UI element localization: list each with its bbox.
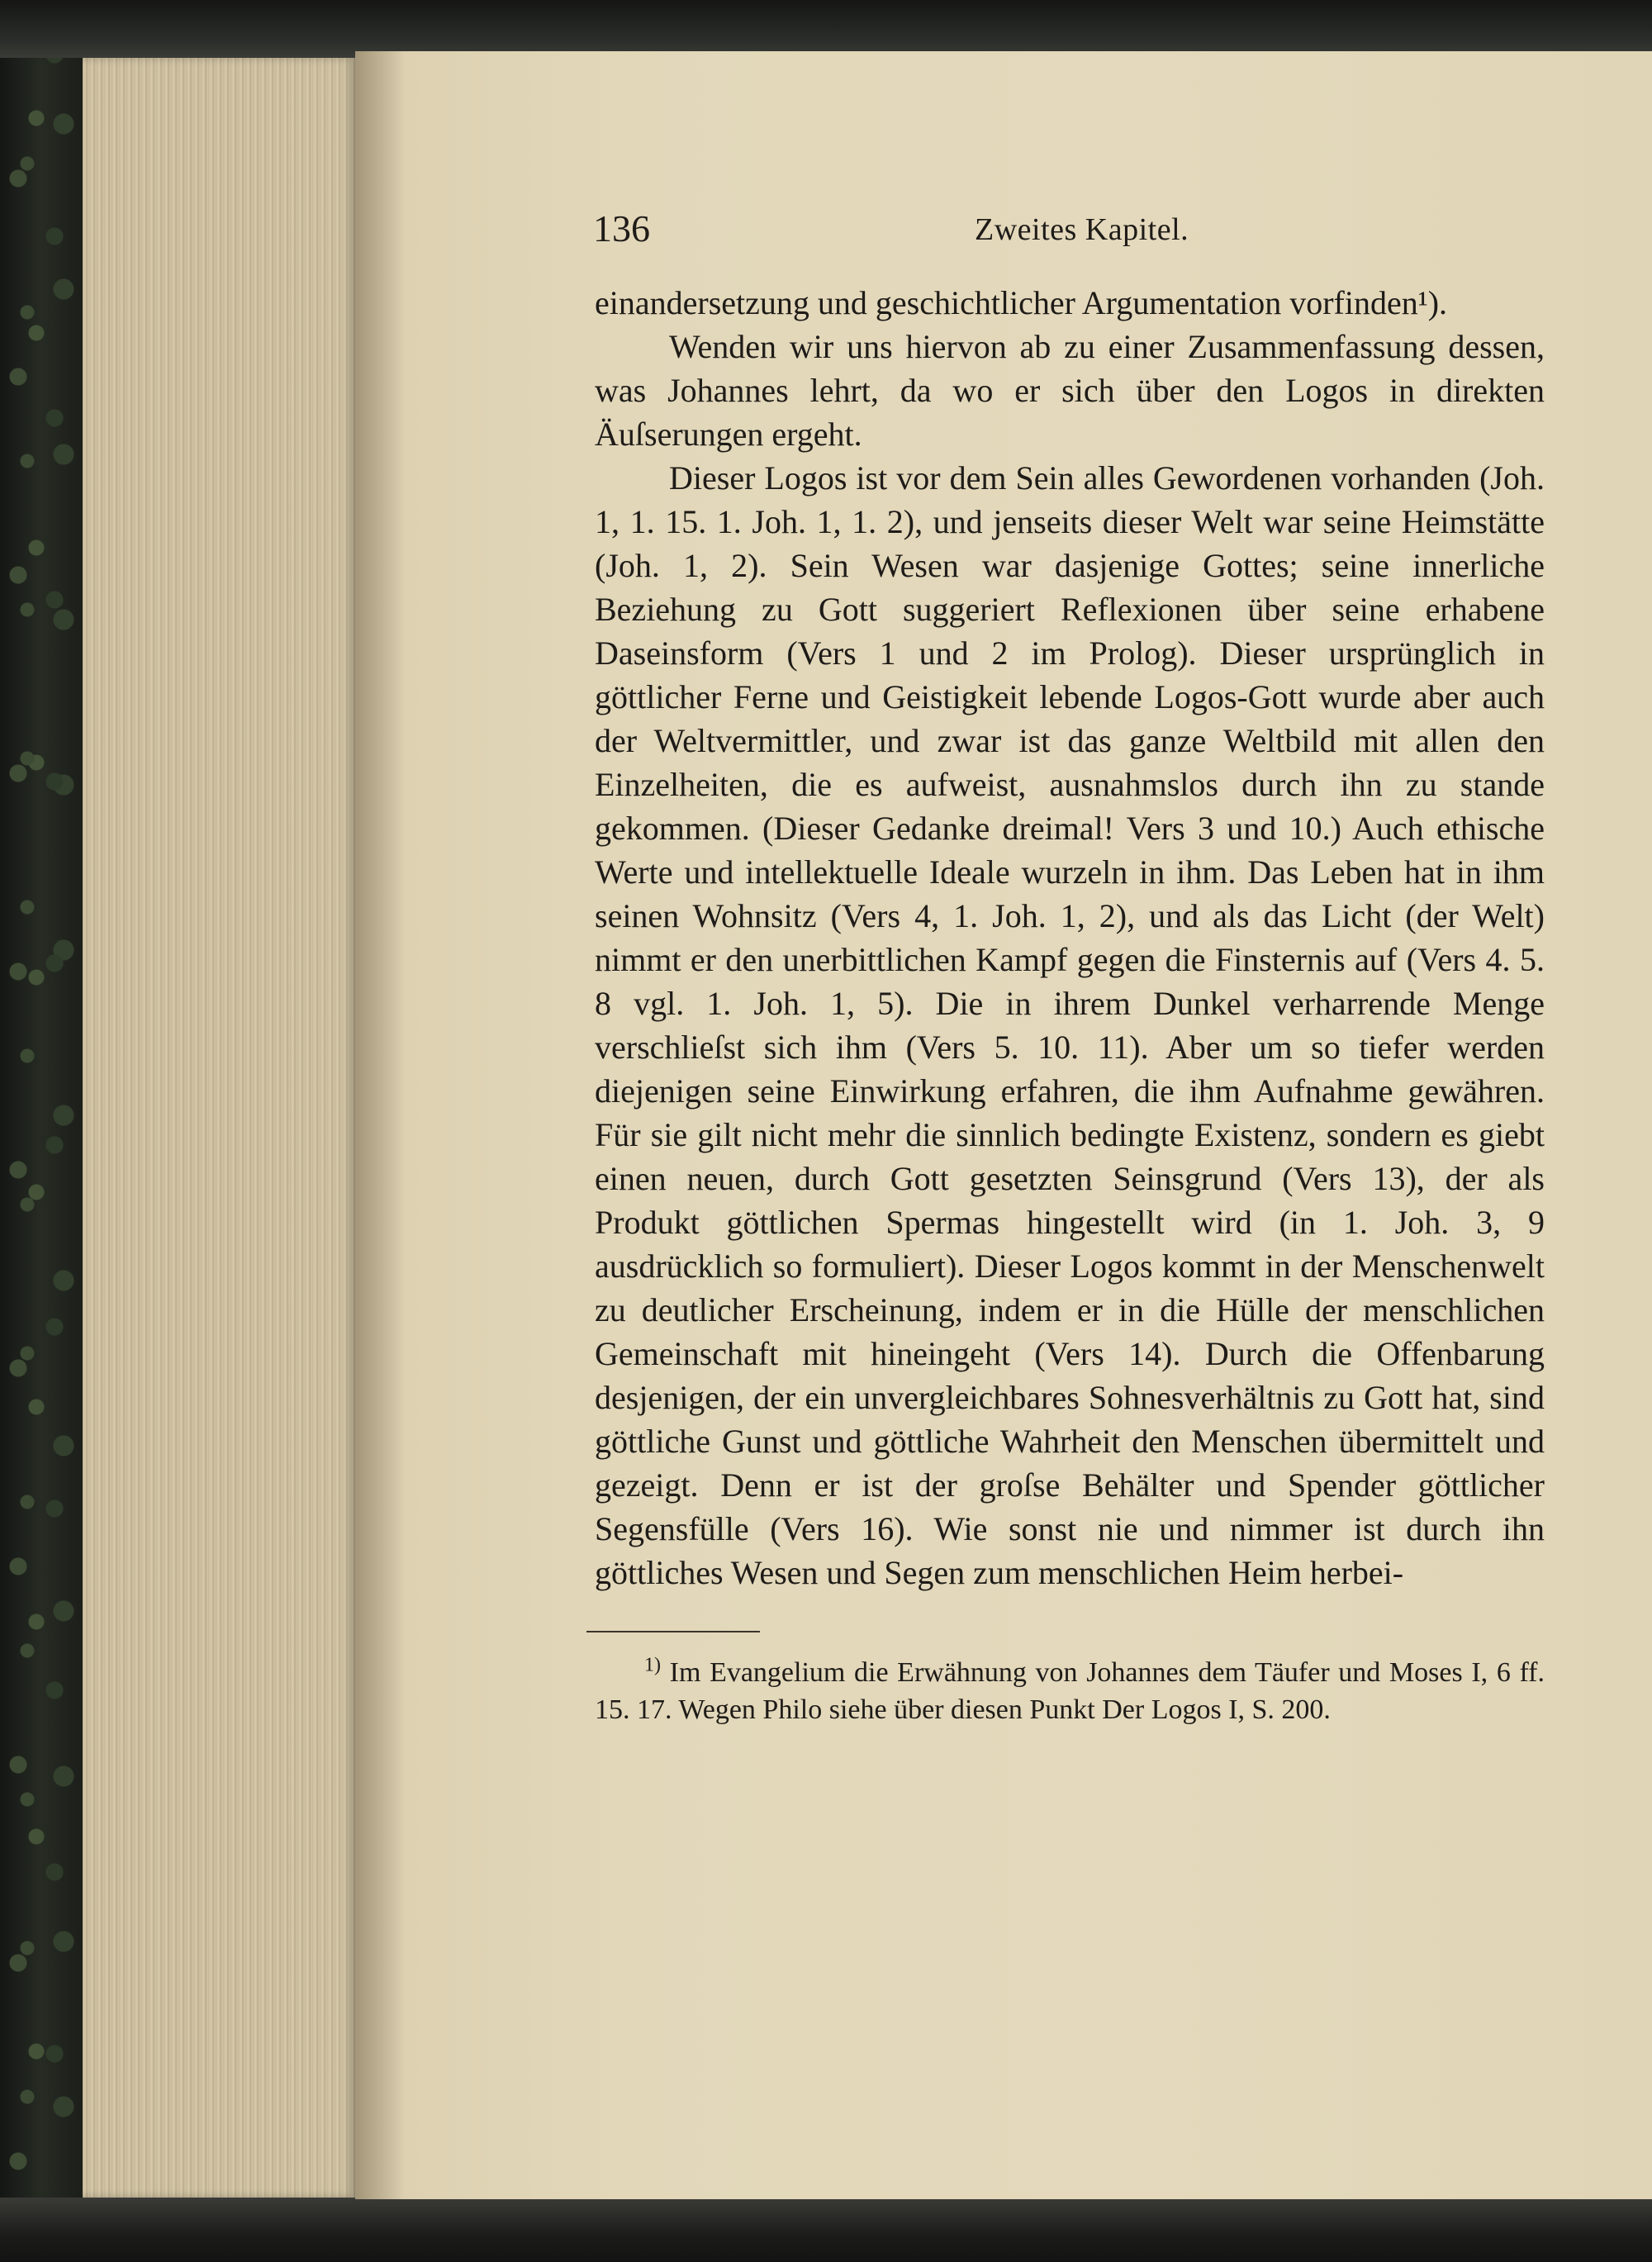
running-head: Zweites Kapitel.	[975, 212, 1189, 247]
paragraph-3: Dieser Logos ist vor dem Sein alles Gewordenen vorhanden (Joh. 1, 1. 15. 1. Joh. 1, 1. 2), und jenseits dieser Welt war seine Heimstätte (Joh. 1, 2). Sein Wesen war dasjenige Gottes; seine innerliche Beziehung zu Gott suggeriert Reflexionen über seine erhabene Daseinsform (Vers 1 und 2 im Prolog). Dieser ursprünglich in göttlicher Ferne und Geistigkeit lebende Logos-Gott wurde aber auch der Weltvermittler, und zwar ist das ganze Weltbild mit allen den Einzelheiten, die es aufweist, ausnahmslos durch ihn zu stande gekommen. (Dieser Gedanke dreimal! Vers 3 und 10.) Auch ethische Werte und intellektuelle Ideale wurzeln in ihm. Das Leben hat in ihm seinen Wohnsitz (Vers 4, 1. Joh. 1, 2), und als das Licht (der Welt) nimmt er den unerbittlichen Kampf gegen die Finsternis auf (Vers 4. 5. 8 vgl. 1. Joh. 1, 5). Die in ihrem Dunkel verharrende Menge verschlieſst sich ihm (Vers 5. 10. 11). Aber um so tiefer werden diejenigen seine Einwirkung erfahren, die ihm Aufnahme gewähren. Für sie gilt nicht mehr die sinnlich bedingte Existenz, sondern es giebt einen neuen, durch Gott gesetzten Seinsgrund (Vers 13), der als Produkt göttlichen Spermas hingestellt wird (in 1. Joh. 3, 9 ausdrücklich so formuliert). Dieser Logos kommt in der Menschenwelt zu deutlicher Erscheinung, indem er in die Hülle der menschlichen Gemeinschaft mit hineingeht (Vers 14). Durch die Offenbarung desjenigen, der ein unvergleichbares Sohnesverhältnis zu Gott hat, sind göttliche Gunst und göttliche Wahrheit den Menschen übermittelt und gezeigt. Denn er ist der groſse Behälter und Spender göttlicher Segensfülle (Vers 16). Wie sonst nie und nimmer ist durch ihn göttliches Wesen und Segen zum menschlichen Heim herbei-	[595, 459, 1545, 1591]
body-text	[595, 281, 1545, 1594]
paragraph-2: Wenden wir uns hiervon ab zu einer Zusammenfassung dessen, was Johannes lehrt, da wo er sich über den Logos in direkten Äuſserungen ergeht.	[595, 328, 1545, 453]
gutter-shadow	[355, 51, 405, 2199]
book-cover-left	[0, 0, 91, 2262]
page-number: 136	[593, 207, 650, 249]
book-cover-bottom	[0, 2198, 1652, 2262]
footnote	[595, 1654, 1545, 1728]
page-header	[595, 207, 1545, 256]
page-edges	[83, 58, 355, 2198]
paragraph-1: einandersetzung und geschichtlicher Argumentation vorfinden¹).	[595, 284, 1448, 321]
footnote-text: Im Evangelium die Erwähnung von Johannes dem Täufer und Moses I, 6 ff. 15. 17. Wegen Philo siehe über diesen Punkt Der Logos I, S. 200.	[595, 1657, 1545, 1725]
footnote-marker: 1)	[644, 1654, 661, 1676]
footnote-rule	[586, 1631, 760, 1632]
page-text-block	[595, 207, 1545, 1728]
book-cover-top	[0, 0, 1652, 58]
